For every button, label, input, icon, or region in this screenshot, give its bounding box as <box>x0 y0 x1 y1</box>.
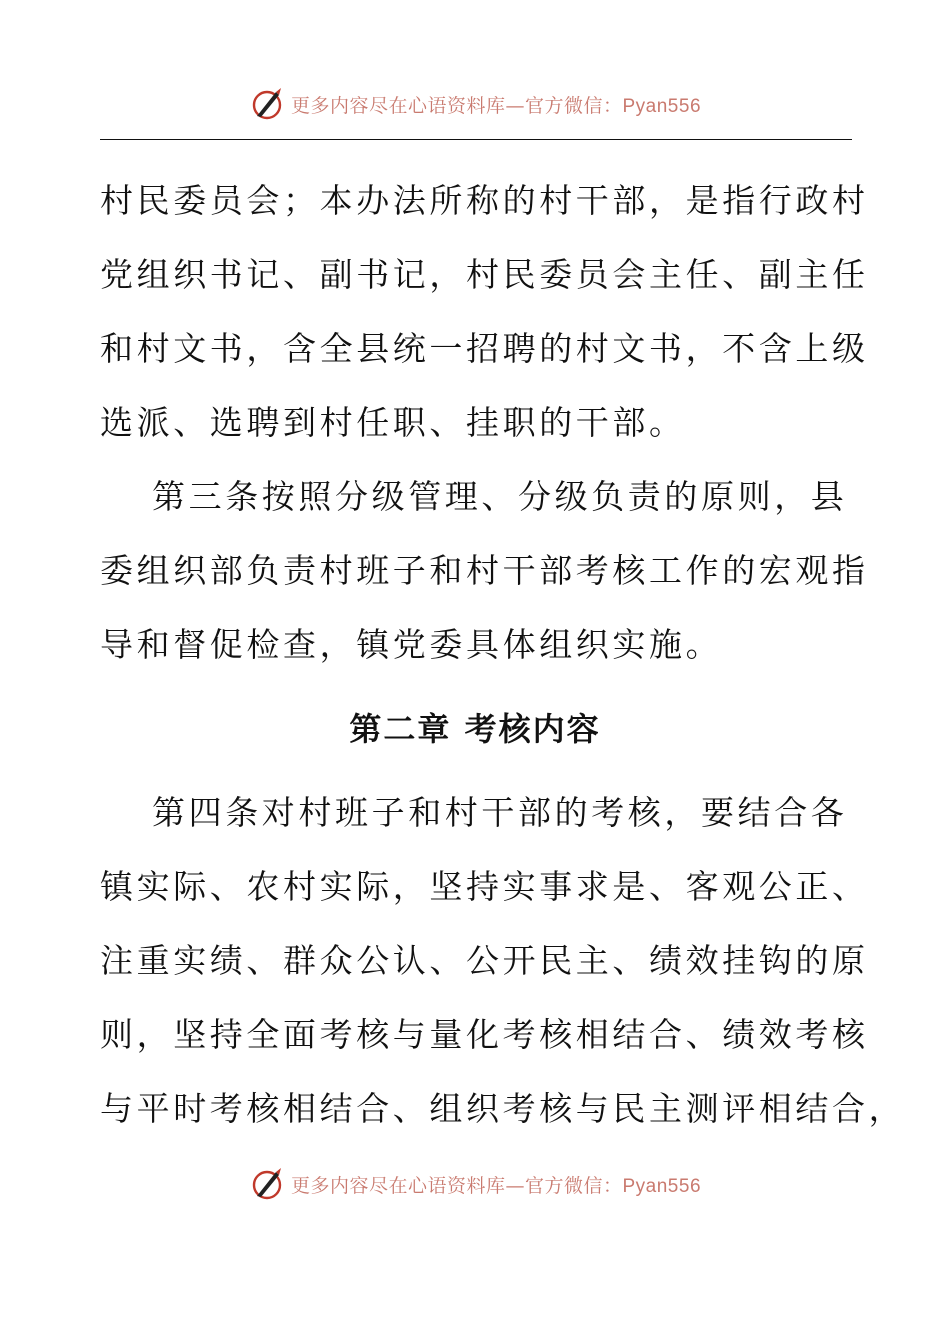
chapter-heading: 第二章 考核内容 <box>349 710 601 748</box>
text-line: 镇实际、农村实际，坚持实事求是、客观公正、 <box>100 867 869 906</box>
text-line: 第四条对村班子和村干部的考核，要结合各 <box>152 793 848 832</box>
quill-pen-circle-icon <box>249 1166 285 1202</box>
watermark-wechat-id: Pyan556 <box>622 95 702 117</box>
header-divider <box>100 139 852 140</box>
text-line: 与平时考核相结合、组织考核与民主测评相结合， <box>100 1089 906 1128</box>
watermark-wechat-id: Pyan556 <box>622 1175 702 1197</box>
quill-pen-circle-icon <box>249 86 285 122</box>
footer-watermark <box>0 1164 950 1204</box>
paragraph-article-3 <box>100 460 869 682</box>
text-line: 委组织部负责村班子和村干部考核工作的宏观指 <box>100 551 869 590</box>
text-line: 村民委员会；本办法所称的村干部，是指行政村 <box>100 181 869 220</box>
text-line: 第三条按照分级管理、分级负责的原则，县 <box>152 477 848 516</box>
text-line: 则，坚持全面考核与量化考核相结合、绩效考核 <box>100 1015 869 1054</box>
paragraph-article-4 <box>100 776 906 1146</box>
text-line: 和村文书，含全县统一招聘的村文书，不含上级 <box>100 329 869 368</box>
header-watermark <box>0 84 950 124</box>
paragraph-continued <box>100 164 869 460</box>
text-line: 党组织书记、副书记，村民委员会主任、副主任 <box>100 255 869 294</box>
watermark-text: 更多内容尽在心语资料库—官方微信： <box>290 1174 623 1197</box>
watermark-text: 更多内容尽在心语资料库—官方微信： <box>290 94 623 117</box>
text-line: 选派、选聘到村任职、挂职的干部。 <box>100 403 686 442</box>
text-line: 注重实绩、群众公认、公开民主、绩效挂钩的原 <box>100 941 869 980</box>
text-line: 导和督促检查，镇党委具体组织实施。 <box>100 625 723 664</box>
document-body <box>100 164 906 1146</box>
